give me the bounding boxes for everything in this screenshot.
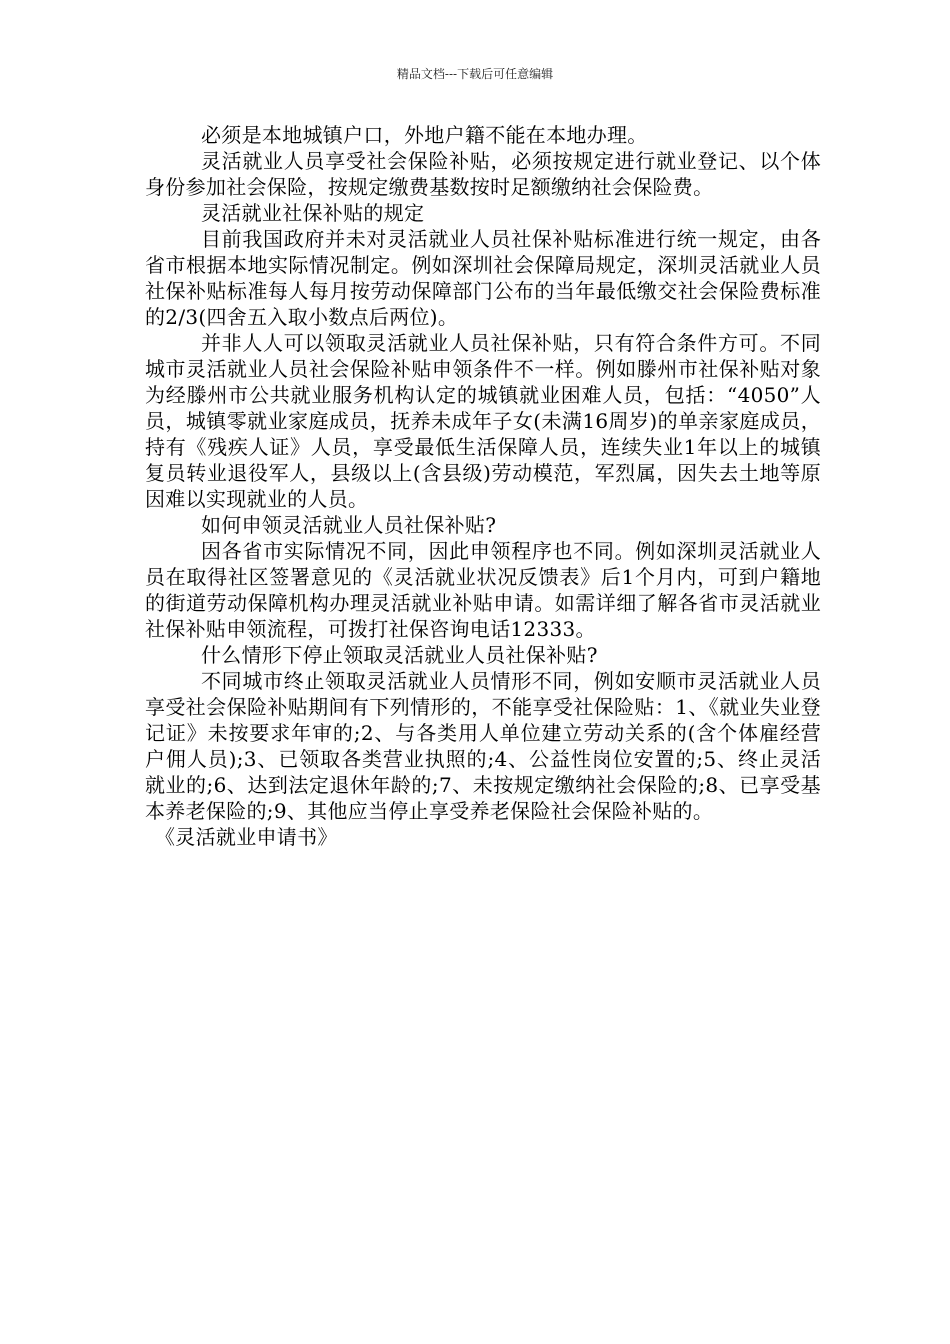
section-heading-termination: 什么情形下停止领取灵活就业人员社保补贴?	[201, 643, 598, 667]
paragraph-application-process: 因各省市实际情况不同，因此申领程序也不同。例如深圳灵活就业人员在取得社区签署意见的《灵活就业状况反馈表》后1个月内，可到户籍地的街道劳动保障机构办理灵活就业补贴申请。如需详细了解各省市灵活就业社保补贴申领流程，可拨打社保咨询电话12333。	[145, 539, 821, 641]
section-heading-how-to-apply: 如何申领灵活就业人员社保补贴?	[201, 513, 497, 537]
page-header: 精品文档---下载后可任意编辑	[396, 67, 554, 81]
paragraph-subsidy-standard: 目前我国政府并未对灵活就业人员社保补贴标准进行统一规定，由各省市根据本地实际情况制定。例如深圳社会保障局规定，深圳灵活就业人员社保补贴标准每人每月按劳动保障部门公布的当年最低缴交社会保险费标准的2/3(四舍五入取小数点后两位)。	[145, 227, 821, 329]
paragraph-registration-requirement: 灵活就业人员享受社会保险补贴，必须按规定进行就业登记、以个体身份参加社会保险，按规定缴费基数按时足额缴纳社会保险费。	[145, 149, 821, 199]
paragraph-household-requirement: 必须是本地城镇户口，外地户籍不能在本地办理。	[201, 123, 648, 147]
paragraph-termination-conditions: 不同城市终止领取灵活就业人员情形不同，例如安顺市灵活就业人员享受社会保险补贴期间有下列情形的，不能享受社保险贴：1、《就业失业登记证》未按要求年审的;2、与各类用人单位建立劳动关系的(含个体雇经营户佣人员);3、已领取各类营业执照的;4、公益性岗位安置的;5、终止灵活就业的;6、达到法定退休年龄的;7、未按规定缴纳社会保险的;8、已享受基本养老保险的;9、其他应当停止享受养老保险社会保险补贴的。	[145, 669, 821, 823]
paragraph-eligibility: 并非人人可以领取灵活就业人员社保补贴，只有符合条件方可。不同城市灵活就业人员社会保险补贴申领条件不一样。例如滕州市社保补贴对象为经滕州市公共就业服务机构认定的城镇就业困难人员，包括：“4050”人员，城镇零就业家庭成员，抚养未成年子女(未满16周岁)的单亲家庭成员，持有《残疾人证》人员，享受最低生活保障人员，连续失业1年以上的城镇复员转业退役军人，县级以上(含县级)劳动模范，军烈属，因失去土地等原因难以实现就业的人员。	[145, 331, 821, 511]
document-title-reference: 《灵活就业申请书》	[155, 825, 338, 849]
section-heading-subsidy-rules: 灵活就业社保补贴的规定	[201, 201, 425, 225]
document-body	[145, 122, 821, 850]
